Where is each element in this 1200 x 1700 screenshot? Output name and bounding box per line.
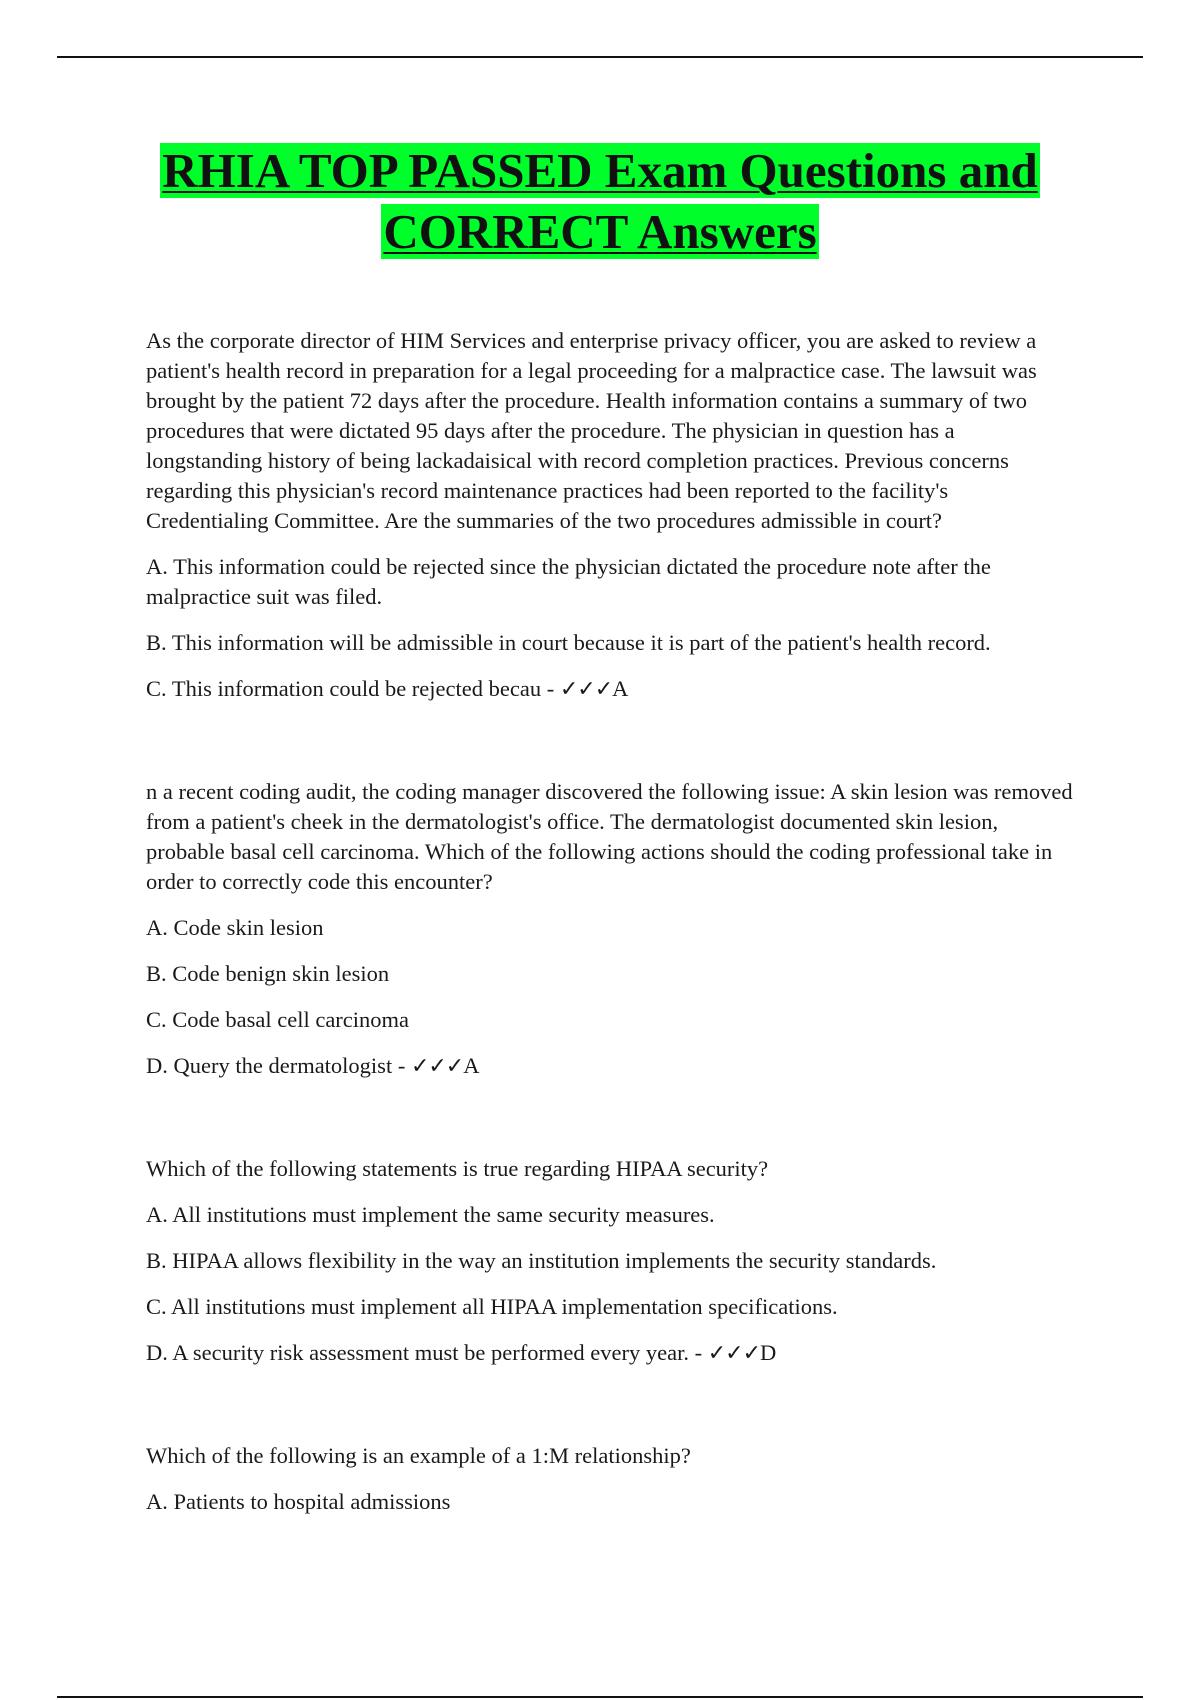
document-title — [0, 140, 1200, 262]
answer-option-with-key — [146, 1338, 1076, 1369]
question-text: Which of the following is an example of a 1:M relationship? — [146, 1443, 691, 1468]
question-text: n a recent coding audit, the coding manager discovered the following issue: A skin lesion was removed from a patient's cheek in the dermatologist's office. The dermatologist documented skin lesion, probable basal cell carcinoma. Which of the following actions should the coding professional take in order to correctly code this encounter? — [146, 779, 1073, 894]
question-block — [146, 1154, 1076, 1369]
question-block — [146, 326, 1076, 705]
answer-option: B. This information will be admissible in court because it is part of the patient's health record. — [146, 630, 991, 655]
title-line-1: RHIA TOP PASSED Exam Questions and — [162, 143, 1038, 198]
bottom-rule — [57, 1696, 1143, 1698]
answer-option-text: C. This information could be rejected becau - — [146, 676, 555, 701]
answer-option: B. HIPAA allows flexibility in the way an institution implements the security standards. — [146, 1248, 937, 1273]
answer-option-text: D. A security risk assessment must be performed every year. - — [146, 1340, 703, 1365]
question-text: As the corporate director of HIM Services and enterprise privacy officer, you are asked to review a patient's health record in preparation for a legal proceeding for a malpractice case. The lawsuit was brought by the patient 72 days after the procedure. Health information contains a summary of two procedures that were dictated 95 days after the procedure. The physician in question has a longstanding history of being lackadaisical with record completion practices. Previous concerns regarding this physician's record maintenance practices had been reported to the facility's Credentialing Committee. Are the summaries of the two procedures admissible in court? — [146, 328, 1037, 533]
checkmark-icon: ✓✓✓ — [707, 1341, 761, 1366]
top-rule — [57, 56, 1143, 58]
title-line-2: CORRECT Answers — [383, 204, 817, 259]
checkmark-icon: ✓✓✓ — [559, 677, 613, 702]
answer-option: A. This information could be rejected since the physician dictated the procedure note after the malpractice suit was filed. — [146, 554, 991, 609]
answer-option: C. All institutions must implement all HIPAA implementation specifications. — [146, 1294, 838, 1319]
question-text: Which of the following statements is true regarding HIPAA security? — [146, 1156, 769, 1181]
correct-answer: D — [760, 1340, 777, 1365]
answer-option-text: D. Query the dermatologist - — [146, 1053, 406, 1078]
correct-answer: A — [463, 1053, 480, 1078]
answer-option-with-key — [146, 1051, 1076, 1082]
document-body — [146, 326, 1076, 1517]
answer-option: A. Code skin lesion — [146, 915, 324, 940]
question-block — [146, 777, 1076, 1082]
answer-option-with-key — [146, 674, 1076, 705]
answer-option: B. Code benign skin lesion — [146, 961, 390, 986]
checkmark-icon: ✓✓✓ — [410, 1054, 464, 1079]
answer-option: A. Patients to hospital admissions — [146, 1489, 451, 1514]
question-block — [146, 1441, 1076, 1517]
correct-answer: A — [612, 676, 629, 701]
answer-option: C. Code basal cell carcinoma — [146, 1007, 410, 1032]
answer-option: A. All institutions must implement the same security measures. — [146, 1202, 715, 1227]
